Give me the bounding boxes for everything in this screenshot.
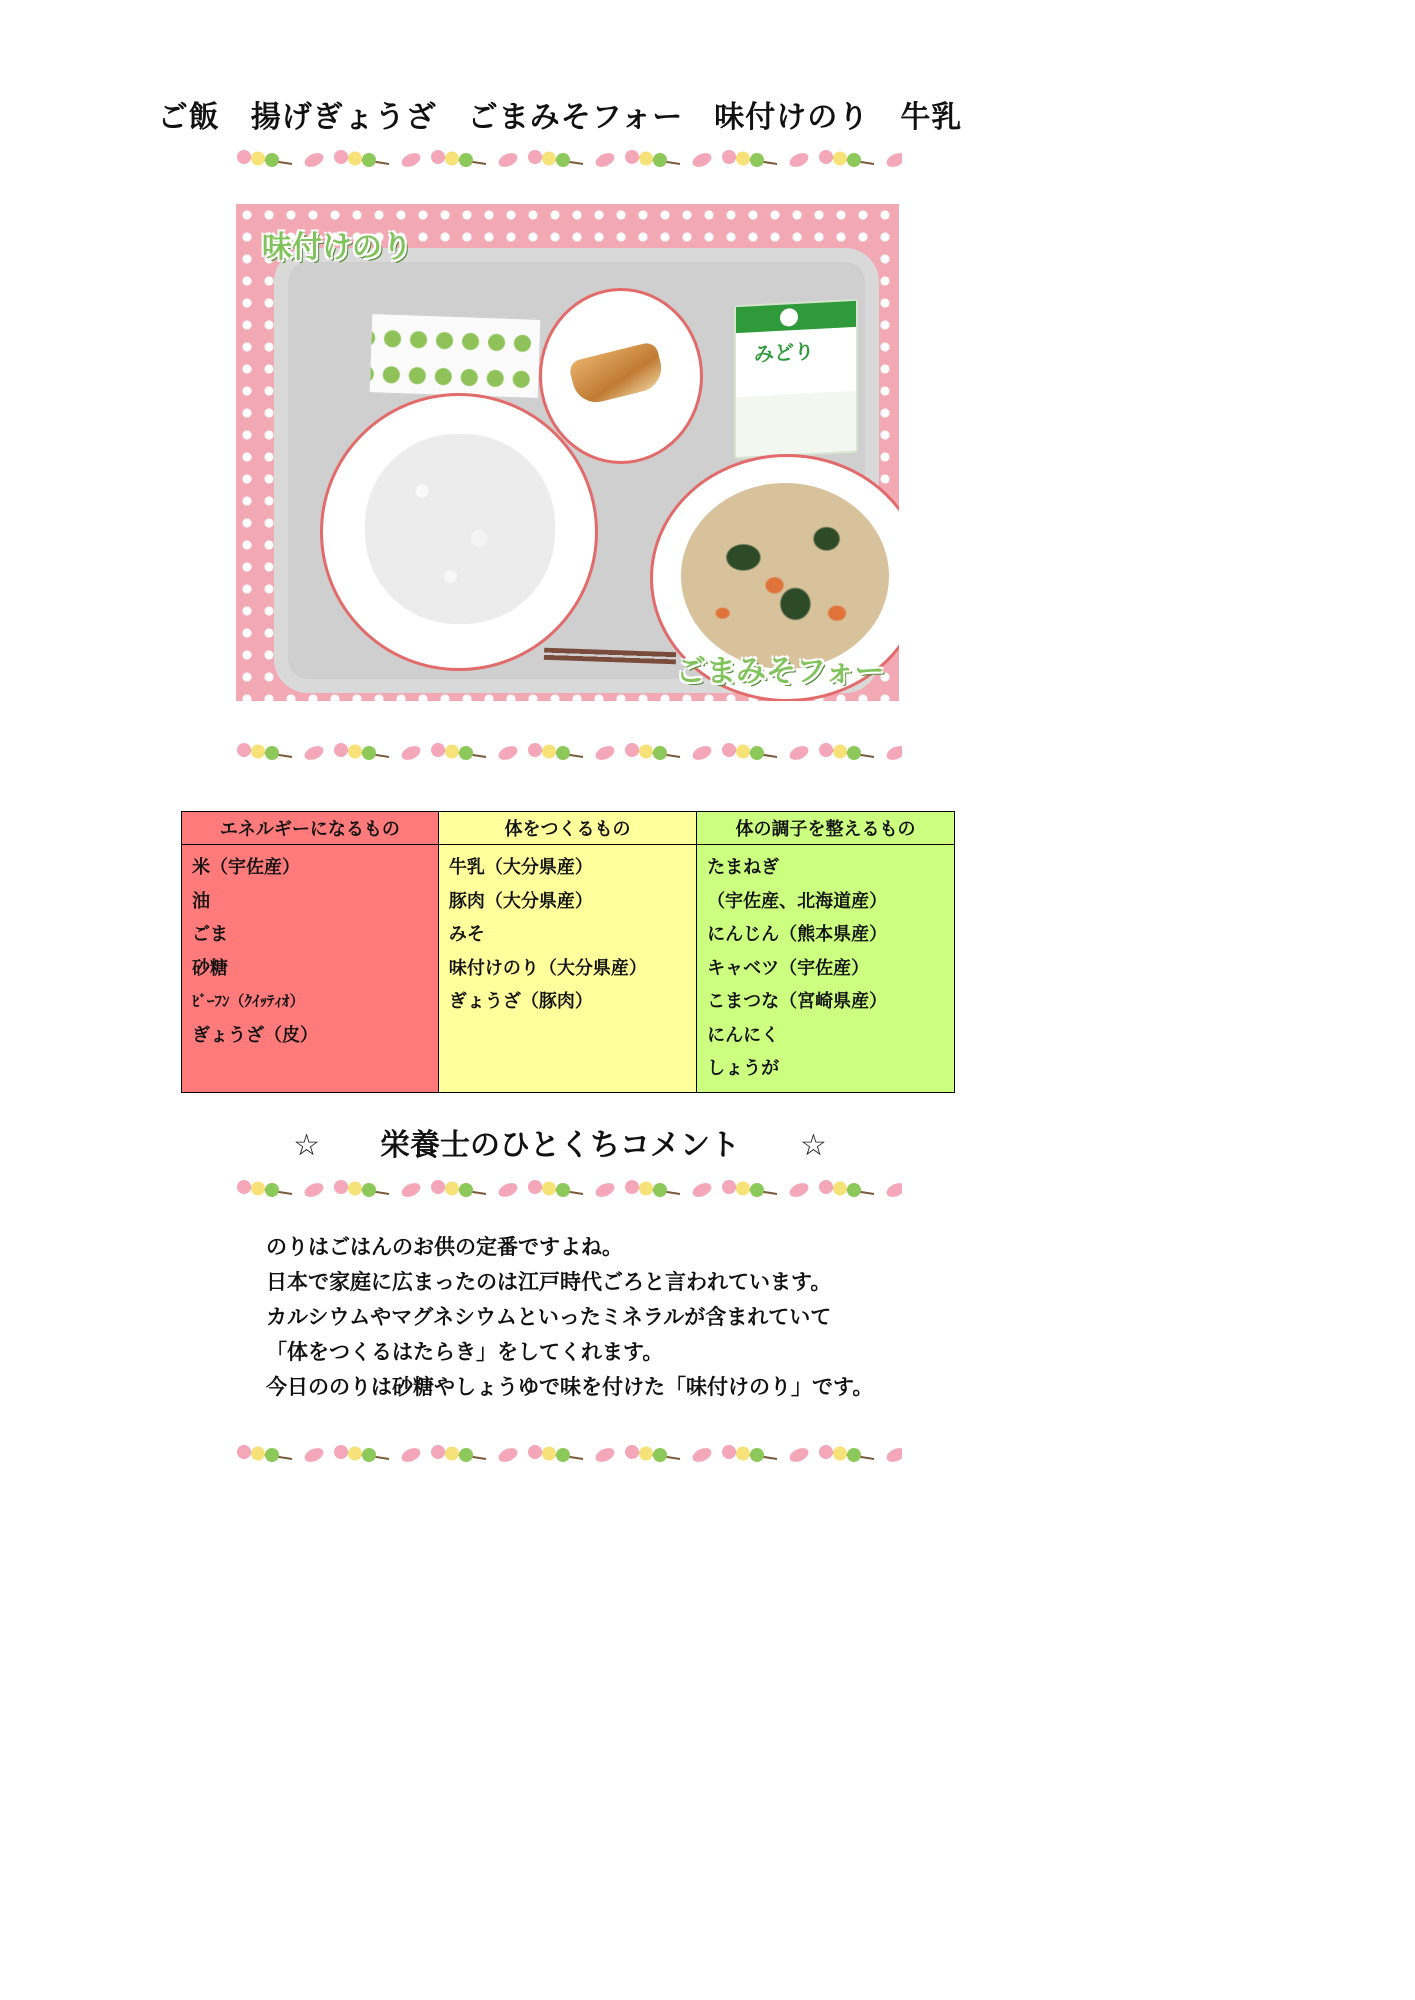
milk-brand: みどり xyxy=(754,339,814,367)
dango-ball xyxy=(251,152,265,166)
dango-ball xyxy=(750,1448,764,1462)
dango-ball xyxy=(736,745,750,759)
dango-ball xyxy=(445,152,459,166)
sakura-petal xyxy=(787,1180,810,1199)
dango-ball xyxy=(736,1447,750,1461)
list-item: 豚肉（大分県産） xyxy=(448,890,593,912)
dango-ball xyxy=(556,153,570,167)
sakura-petal xyxy=(593,1180,616,1199)
list-item: ﾋﾞｰﾌﾝ（ｸｲｯﾃｨｵ） xyxy=(192,992,305,1010)
sakura-petal xyxy=(302,1180,325,1199)
dango-ball xyxy=(819,150,833,164)
dango-divider-3 xyxy=(232,1175,902,1205)
dango-ball xyxy=(750,746,764,760)
dango-ball xyxy=(265,1183,279,1197)
sakura-petal xyxy=(884,743,902,762)
dango-ball xyxy=(847,746,861,760)
body-foods-cell xyxy=(438,845,696,1093)
comment-line: 今日ののりは砂糖やしょうゆで味を付けた「味付けのり」です。 xyxy=(266,1375,874,1399)
chopsticks xyxy=(544,648,676,665)
sakura-petal xyxy=(787,1445,810,1464)
dango-ball xyxy=(348,1182,362,1196)
dango-ball xyxy=(625,150,639,164)
comment-title: ☆ 栄養士のひとくちコメント ☆ xyxy=(293,1128,827,1163)
dango-ball xyxy=(653,1448,667,1462)
list-item: キャベツ（宇佐産） xyxy=(707,957,870,979)
dango-ball xyxy=(542,1447,556,1461)
dango-ball xyxy=(362,153,376,167)
dango-ball xyxy=(251,1182,265,1196)
sakura-petal xyxy=(496,743,519,762)
dango-ball xyxy=(722,743,736,757)
dango-ball xyxy=(653,1183,667,1197)
list-item: みそ xyxy=(448,924,485,945)
sakura-petal xyxy=(593,1445,616,1464)
comment-body xyxy=(266,1230,966,1405)
dango-ball xyxy=(334,1180,348,1194)
dango-ball xyxy=(459,153,473,167)
menu-title: ご飯 揚げぎょうざ ごまみそフォー 味付けのり 牛乳 xyxy=(157,100,963,135)
dango-ball xyxy=(251,1447,265,1461)
column-header-condition: 体の調子を整えるもの xyxy=(697,812,955,845)
dango-ball xyxy=(819,1180,833,1194)
gyoza-plate xyxy=(539,288,703,464)
dango-ball xyxy=(639,152,653,166)
tray xyxy=(274,248,879,693)
sakura-petal xyxy=(399,150,422,169)
dango-ball xyxy=(528,743,542,757)
dango-ball xyxy=(445,1182,459,1196)
dango-ball xyxy=(528,1180,542,1194)
list-item: こまつな（宮崎県産） xyxy=(707,991,888,1012)
rice xyxy=(365,434,555,624)
dango-ball xyxy=(542,152,556,166)
dango-ball xyxy=(722,1445,736,1459)
dango-ball xyxy=(722,150,736,164)
sakura-petal xyxy=(593,743,616,762)
dango-ball xyxy=(265,153,279,167)
dango-divider-2 xyxy=(232,738,902,768)
comment-line: カルシウムやマグネシウムといったミネラルが含まれていて xyxy=(266,1305,832,1329)
dango-ball xyxy=(847,153,861,167)
dango-ball xyxy=(750,1183,764,1197)
dango-ball xyxy=(542,745,556,759)
sakura-petal xyxy=(496,150,519,169)
dango-ball xyxy=(833,745,847,759)
dango-ball xyxy=(445,745,459,759)
list-item: 牛乳（大分県産） xyxy=(448,857,593,878)
sakura-petal xyxy=(690,743,713,762)
sakura-petal xyxy=(302,743,325,762)
dango-ball xyxy=(431,743,445,757)
dango-ball xyxy=(722,1180,736,1194)
dango-divider-1 xyxy=(232,145,902,175)
dango-ball xyxy=(847,1448,861,1462)
dango-ball xyxy=(833,1182,847,1196)
list-item: しょうが xyxy=(707,1058,780,1079)
dango-ball xyxy=(431,1445,445,1459)
comment-line: 日本で家庭に広まったのは江戸時代ごろと言われています。 xyxy=(266,1270,832,1294)
dango-ball xyxy=(237,743,251,757)
list-item: 米（宇佐産） xyxy=(192,857,300,878)
dango-ball xyxy=(251,745,265,759)
dango-ball xyxy=(625,743,639,757)
dango-ball xyxy=(556,1448,570,1462)
energy-foods-cell xyxy=(182,845,439,1093)
sakura-petal xyxy=(302,1445,325,1464)
dango-ball xyxy=(819,743,833,757)
condition-foods-cell xyxy=(697,845,955,1093)
dango-ball xyxy=(459,1448,473,1462)
list-item: にんじん（熊本県産） xyxy=(707,924,888,945)
photo-label-nori: 味付けのり xyxy=(262,230,412,265)
dango-ball xyxy=(639,745,653,759)
dango-ball xyxy=(639,1182,653,1196)
dango-ball xyxy=(348,152,362,166)
pho-soup xyxy=(681,483,889,669)
list-item: 油 xyxy=(192,890,210,912)
dango-divider-4 xyxy=(232,1440,902,1470)
dango-ball xyxy=(736,152,750,166)
comment-line: のりはごはんのお供の定番ですよね。 xyxy=(266,1235,623,1259)
dango-ball xyxy=(334,150,348,164)
list-item: 味付けのり（大分県産） xyxy=(448,957,647,979)
dango-ball xyxy=(431,1180,445,1194)
dango-ball xyxy=(833,1447,847,1461)
sakura-petal xyxy=(690,1180,713,1199)
dango-ball xyxy=(459,746,473,760)
dango-ball xyxy=(736,1182,750,1196)
sakura-petal xyxy=(690,150,713,169)
nori-package xyxy=(369,313,542,399)
dango-ball xyxy=(556,746,570,760)
sakura-petal xyxy=(884,150,902,169)
dango-ball xyxy=(625,1445,639,1459)
dango-ball xyxy=(639,1447,653,1461)
dango-ball xyxy=(750,153,764,167)
list-item: ぎょうざ（皮） xyxy=(192,1024,318,1046)
rice-plate xyxy=(320,393,598,671)
sakura-petal xyxy=(496,1445,519,1464)
sakura-petal xyxy=(302,150,325,169)
dango-ball xyxy=(625,1180,639,1194)
dango-ball xyxy=(362,1183,376,1197)
list-item: 砂糖 xyxy=(192,957,228,979)
dango-ball xyxy=(459,1183,473,1197)
dango-ball xyxy=(237,1445,251,1459)
dango-ball xyxy=(445,1447,459,1461)
column-header-energy: エネルギーになるもの xyxy=(182,812,439,845)
dango-ball xyxy=(542,1182,556,1196)
dango-ball xyxy=(334,743,348,757)
dango-ball xyxy=(265,1448,279,1462)
list-item: にんにく xyxy=(707,1024,780,1046)
sakura-petal xyxy=(884,1445,902,1464)
dango-ball xyxy=(528,1445,542,1459)
sakura-petal xyxy=(496,1180,519,1199)
dango-ball xyxy=(237,150,251,164)
list-item: ぎょうざ（豚肉） xyxy=(448,991,593,1012)
comment-line: 「体をつくるはたらき」をしてくれます。 xyxy=(266,1340,664,1364)
dango-ball xyxy=(362,1448,376,1462)
dango-ball xyxy=(237,1180,251,1194)
sakura-petal xyxy=(884,1180,902,1199)
nutrition-table xyxy=(181,811,955,1093)
dango-ball xyxy=(348,745,362,759)
dango-ball xyxy=(334,1445,348,1459)
dango-ball xyxy=(653,153,667,167)
sakura-petal xyxy=(399,1180,422,1199)
dango-ball xyxy=(653,746,667,760)
milk-carton xyxy=(734,299,858,459)
dango-ball xyxy=(847,1183,861,1197)
dango-ball xyxy=(348,1447,362,1461)
list-item: ごま xyxy=(192,924,228,945)
column-header-body: 体をつくるもの xyxy=(438,812,696,845)
sakura-petal xyxy=(399,1445,422,1464)
sakura-petal xyxy=(593,150,616,169)
photo-label-pho: ごまみそフォー xyxy=(676,654,885,689)
sakura-petal xyxy=(787,743,810,762)
dango-ball xyxy=(528,150,542,164)
dango-ball xyxy=(819,1445,833,1459)
dango-ball xyxy=(265,746,279,760)
list-item: たまねぎ xyxy=(707,857,780,878)
gyoza xyxy=(568,341,666,407)
sakura-petal xyxy=(787,150,810,169)
dango-ball xyxy=(833,152,847,166)
lunch-photo xyxy=(236,204,899,701)
list-item: （宇佐産、北海道産） xyxy=(707,890,888,912)
sakura-petal xyxy=(690,1445,713,1464)
sakura-petal xyxy=(399,743,422,762)
dango-ball xyxy=(431,150,445,164)
dango-ball xyxy=(362,746,376,760)
dango-ball xyxy=(556,1183,570,1197)
